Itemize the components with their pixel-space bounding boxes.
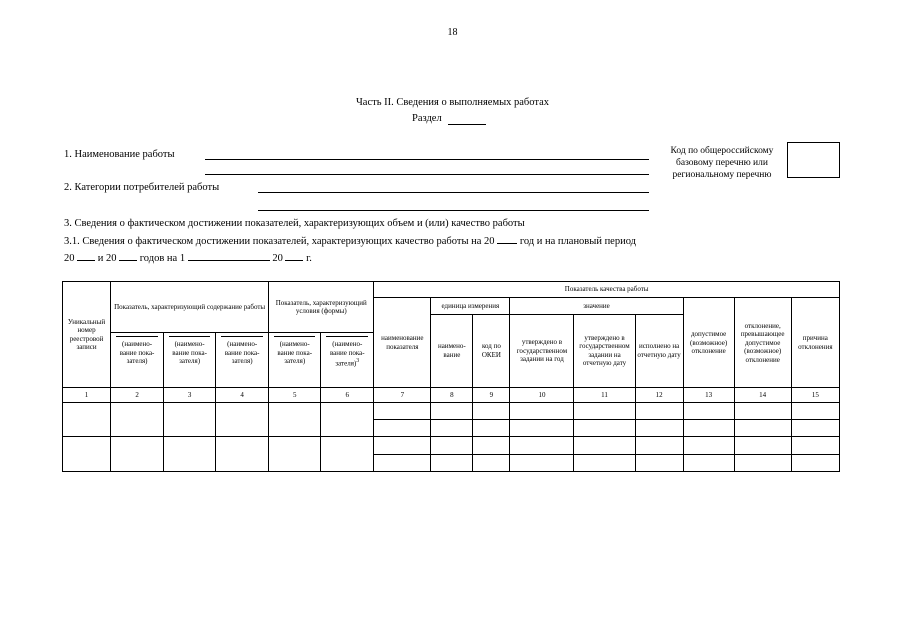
table-cell[interactable] bbox=[510, 419, 574, 436]
table-cell[interactable] bbox=[574, 437, 635, 454]
table-cell[interactable] bbox=[374, 402, 431, 419]
table-cell[interactable] bbox=[734, 402, 791, 419]
footnote-mark: 3 bbox=[356, 358, 360, 365]
unit-name-header: наимено-вание bbox=[431, 314, 473, 388]
indicator-name-header: наименование показателя bbox=[374, 298, 431, 388]
consumer-category-label: 2. Категории потребителей работы bbox=[64, 182, 220, 193]
part-title: Часть II. Сведения о выполняемых работах bbox=[355, 97, 550, 108]
col-num-3: 3 bbox=[164, 388, 216, 402]
conditions-subheader-1-text: (наимено-вание пока-зателя) bbox=[274, 336, 315, 366]
col-num-6: 6 bbox=[321, 388, 374, 402]
col-num-7: 7 bbox=[374, 388, 431, 402]
deviation-reason-header: причина отклонения bbox=[791, 298, 839, 388]
value-header: значение bbox=[510, 298, 683, 314]
section-label: Раздел bbox=[412, 113, 442, 124]
consumer-category-field[interactable] bbox=[258, 192, 649, 193]
table-cell[interactable] bbox=[574, 419, 635, 436]
table-cell[interactable] bbox=[635, 437, 683, 454]
table-cell[interactable] bbox=[269, 437, 321, 472]
column-numbers-row bbox=[63, 388, 840, 402]
table-cell[interactable] bbox=[321, 437, 374, 472]
table-cell[interactable] bbox=[63, 437, 111, 472]
table-cell[interactable] bbox=[734, 419, 791, 436]
quality-indicators-line1 bbox=[64, 234, 636, 248]
conditions-indicator-header: Показатель, характеризующий условия (формы) bbox=[269, 282, 374, 333]
plan-year1-prefix: 20 bbox=[64, 253, 75, 264]
work-name-label: 1. Наименование работы bbox=[64, 149, 175, 160]
date-field[interactable] bbox=[188, 251, 270, 261]
col-num-13: 13 bbox=[683, 388, 734, 402]
quality-indicators-table bbox=[62, 281, 840, 472]
table-cell[interactable] bbox=[574, 454, 635, 471]
table-row bbox=[63, 437, 840, 454]
table-cell[interactable] bbox=[635, 402, 683, 419]
table-cell[interactable] bbox=[473, 454, 510, 471]
content-subheader-2-text: (наимено-вание пока-зателя) bbox=[169, 336, 210, 366]
date-year-prefix: 20 bbox=[272, 253, 283, 264]
table-cell[interactable] bbox=[683, 419, 734, 436]
table-cell[interactable] bbox=[431, 437, 473, 454]
code-label-line3: региональному перечню bbox=[672, 170, 772, 180]
table-cell[interactable] bbox=[473, 419, 510, 436]
content-subheader-1 bbox=[111, 333, 164, 388]
table-cell[interactable] bbox=[164, 402, 216, 437]
work-name-field[interactable] bbox=[205, 159, 649, 160]
code-label bbox=[662, 145, 782, 181]
quality-indicators-line2 bbox=[64, 251, 312, 265]
date-prefix: годов на 1 bbox=[139, 253, 186, 264]
content-subheader-2 bbox=[164, 333, 216, 388]
table-cell[interactable] bbox=[635, 454, 683, 471]
table-cell[interactable] bbox=[683, 454, 734, 471]
table-cell[interactable] bbox=[374, 454, 431, 471]
quality-indicators-text-a: 3.1. Сведения о фактическом достижении показателей, характеризующих качество работы на 20 bbox=[64, 236, 495, 247]
table-cell[interactable] bbox=[510, 402, 574, 419]
date-year-suffix: г. bbox=[306, 253, 312, 264]
col-num-8: 8 bbox=[431, 388, 473, 402]
date-year-field[interactable] bbox=[285, 251, 303, 261]
executed-header: исполнено на отчетную дату bbox=[635, 314, 683, 388]
registry-code-box[interactable] bbox=[787, 142, 840, 178]
table-cell[interactable] bbox=[791, 402, 839, 419]
plan-year2-field[interactable] bbox=[119, 251, 137, 261]
table-cell[interactable] bbox=[734, 437, 791, 454]
table-cell[interactable] bbox=[473, 402, 510, 419]
table-cell[interactable] bbox=[510, 437, 574, 454]
page-number: 18 bbox=[447, 27, 458, 38]
table-cell[interactable] bbox=[683, 437, 734, 454]
consumer-category-field-line2[interactable] bbox=[258, 210, 649, 211]
approved-date-header: утверждено в государственном задании на отчетную дату bbox=[574, 314, 635, 388]
section-number-field[interactable] bbox=[448, 124, 486, 125]
col-num-15: 15 bbox=[791, 388, 839, 402]
table-cell[interactable] bbox=[374, 437, 431, 454]
col-num-10: 10 bbox=[510, 388, 574, 402]
col-num-11: 11 bbox=[574, 388, 635, 402]
conditions-subheader-2-text bbox=[326, 336, 368, 368]
col-num-12: 12 bbox=[635, 388, 683, 402]
quality-indicators-text-b: год и на плановый период bbox=[519, 236, 637, 247]
table-cell[interactable] bbox=[63, 402, 111, 437]
table-cell[interactable] bbox=[473, 437, 510, 454]
table-cell[interactable] bbox=[269, 402, 321, 437]
col-num-2: 2 bbox=[111, 388, 164, 402]
conditions-subheader-2-label: (наимено-вание пока-зателя) bbox=[329, 340, 365, 368]
allowed-deviation-header: допустимое (возможное) отклонение bbox=[683, 298, 734, 388]
content-subheader-3 bbox=[216, 333, 269, 388]
table-cell[interactable] bbox=[791, 437, 839, 454]
col-num-1: 1 bbox=[63, 388, 111, 402]
table-cell[interactable] bbox=[431, 454, 473, 471]
conditions-subheader-1 bbox=[269, 333, 321, 388]
table-cell[interactable] bbox=[216, 402, 269, 437]
table-cell[interactable] bbox=[216, 437, 269, 472]
table-row bbox=[63, 402, 840, 419]
year-field[interactable] bbox=[497, 234, 517, 244]
table-cell[interactable] bbox=[574, 402, 635, 419]
table-cell[interactable] bbox=[374, 419, 431, 436]
table-cell[interactable] bbox=[321, 402, 374, 437]
approved-year-header: утверждено в государственном задании на год bbox=[510, 314, 574, 388]
table-cell[interactable] bbox=[734, 454, 791, 471]
unique-record-header: Уникальный номер реестровой записи bbox=[63, 282, 111, 388]
code-label-line2: базовому перечню или bbox=[676, 158, 768, 168]
col-num-9: 9 bbox=[473, 388, 510, 402]
content-indicator-header: Показатель, характеризующий содержание работы bbox=[111, 282, 269, 333]
code-label-line1: Код по общероссийскому bbox=[670, 146, 774, 156]
table-cell[interactable] bbox=[111, 437, 164, 472]
table-cell[interactable] bbox=[111, 402, 164, 437]
table-cell[interactable] bbox=[791, 419, 839, 436]
unit-header: единица измерения bbox=[431, 298, 510, 314]
table-cell[interactable] bbox=[164, 437, 216, 472]
exceeding-deviation-header: отклонение, превышающее допустимое (возможное) отклонение bbox=[734, 298, 791, 388]
table-cell[interactable] bbox=[431, 419, 473, 436]
actual-indicators-heading: 3. Сведения о фактическом достижении показателей, характеризующих объем и (или) качество работы bbox=[64, 218, 525, 229]
table-cell[interactable] bbox=[635, 419, 683, 436]
content-subheader-1-text: (наимено-вание пока-зателя) bbox=[116, 336, 158, 366]
quality-indicator-header: Показатель качества работы bbox=[374, 282, 840, 298]
content-subheader-3-text: (наимено-вание пока-зателя) bbox=[221, 336, 263, 366]
col-num-4: 4 bbox=[216, 388, 269, 402]
table-cell[interactable] bbox=[791, 454, 839, 471]
col-num-5: 5 bbox=[269, 388, 321, 402]
table-cell[interactable] bbox=[683, 402, 734, 419]
plan-year2-prefix: и 20 bbox=[97, 253, 117, 264]
plan-year1-field[interactable] bbox=[77, 251, 95, 261]
col-num-14: 14 bbox=[734, 388, 791, 402]
table-cell[interactable] bbox=[431, 402, 473, 419]
work-name-field-line2[interactable] bbox=[205, 174, 649, 175]
okei-code-header: код по ОКЕИ bbox=[473, 314, 510, 388]
table-cell[interactable] bbox=[510, 454, 574, 471]
conditions-subheader-2 bbox=[321, 333, 374, 388]
